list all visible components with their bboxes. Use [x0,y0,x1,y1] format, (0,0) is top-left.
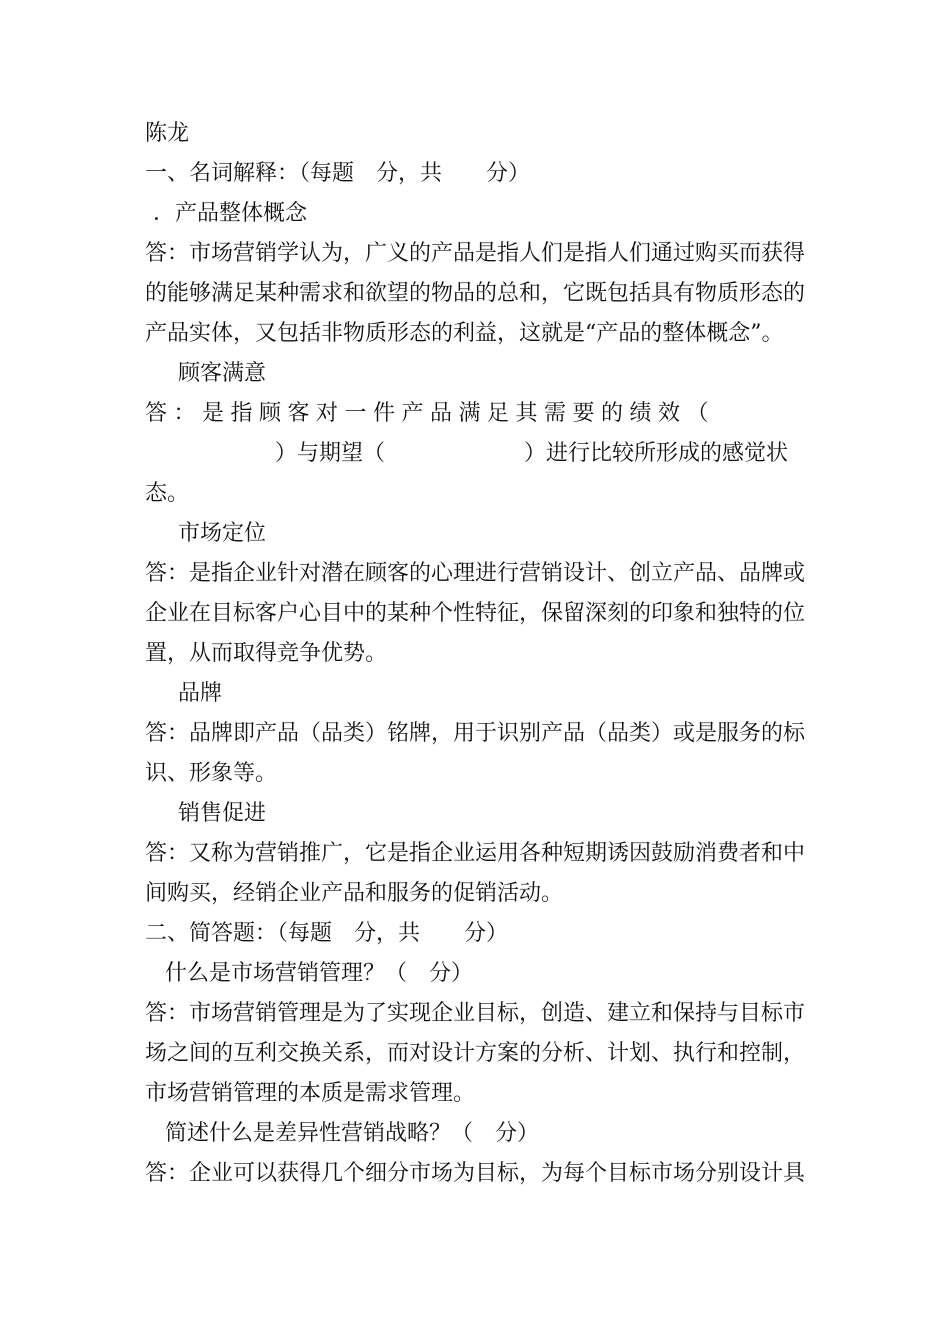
answer-line: 答：是指顾客对一件产品满足其需要的绩效（ [145,401,716,426]
answer-line: 市场营销管理的本质是需求管理。 [145,1081,476,1106]
answer-line: 企业在目标客户心目中的某种个性特征，保留深刻的印象和独特的位 [145,601,806,626]
answer-line: 答：又称为营销推广，它是指企业运用各种短期诱因鼓励消费者和中 [145,841,806,866]
author-name: 陈龙 [145,121,190,146]
answer-line: 答：市场营销管理是为了实现企业目标，创造、建立和保持与目标市 [145,1001,806,1026]
answer-segment: ）进行比较所形成的感觉状 [524,441,789,466]
term-heading: 销售促进 [178,801,267,826]
question-heading: 简述什么是差异性营销战略？（ 分） [165,1121,540,1146]
answer-line: 间购买，经销企业产品和服务的促销活动。 [145,881,564,906]
answer-line-with-blanks [145,434,810,474]
document-body [145,114,810,1194]
term-heading: ．产品整体概念 [153,201,308,226]
term-heading: 顾客满意 [178,361,267,386]
answer-line: 答：市场营销学认为，广义的产品是指人们是指人们通过购买而获得 [145,241,806,266]
answer-line: 答：是指企业针对潜在顾客的心理进行营销设计、创立产品、品牌或 [145,561,806,586]
answer-line: 态。 [145,481,190,506]
question-heading: 什么是市场营销管理？（ 分） [165,961,474,986]
answer-line: 的能够满足某种需求和欲望的物品的总和，它既包括具有物质形态的 [145,281,806,306]
answer-line: 答：品牌即产品（品类）铭牌，用于识别产品（品类）或是服务的标 [145,721,806,746]
section2-heading: 二、简答题：（每题 分，共 分） [145,921,509,946]
answer-line: 场之间的互利交换关系，而对设计方案的分析、计划、执行和控制， [145,1041,806,1066]
answer-line: 产品实体，又包括非物质形态的利益，这就是“产品的整体概念”。 [145,321,784,346]
section1-heading: 一、名词解释：（每题 分，共 分） [145,161,531,186]
term-heading: 市场定位 [178,521,267,546]
term-heading: 品牌 [178,681,223,706]
answer-line: 置，从而取得竞争优势。 [145,641,388,666]
answer-line: 答：企业可以获得几个细分市场为目标，为每个目标市场分别设计具 [145,1161,806,1186]
answer-line: 识、形象等。 [145,761,278,786]
answer-segment: ）与期望（ [275,441,386,466]
